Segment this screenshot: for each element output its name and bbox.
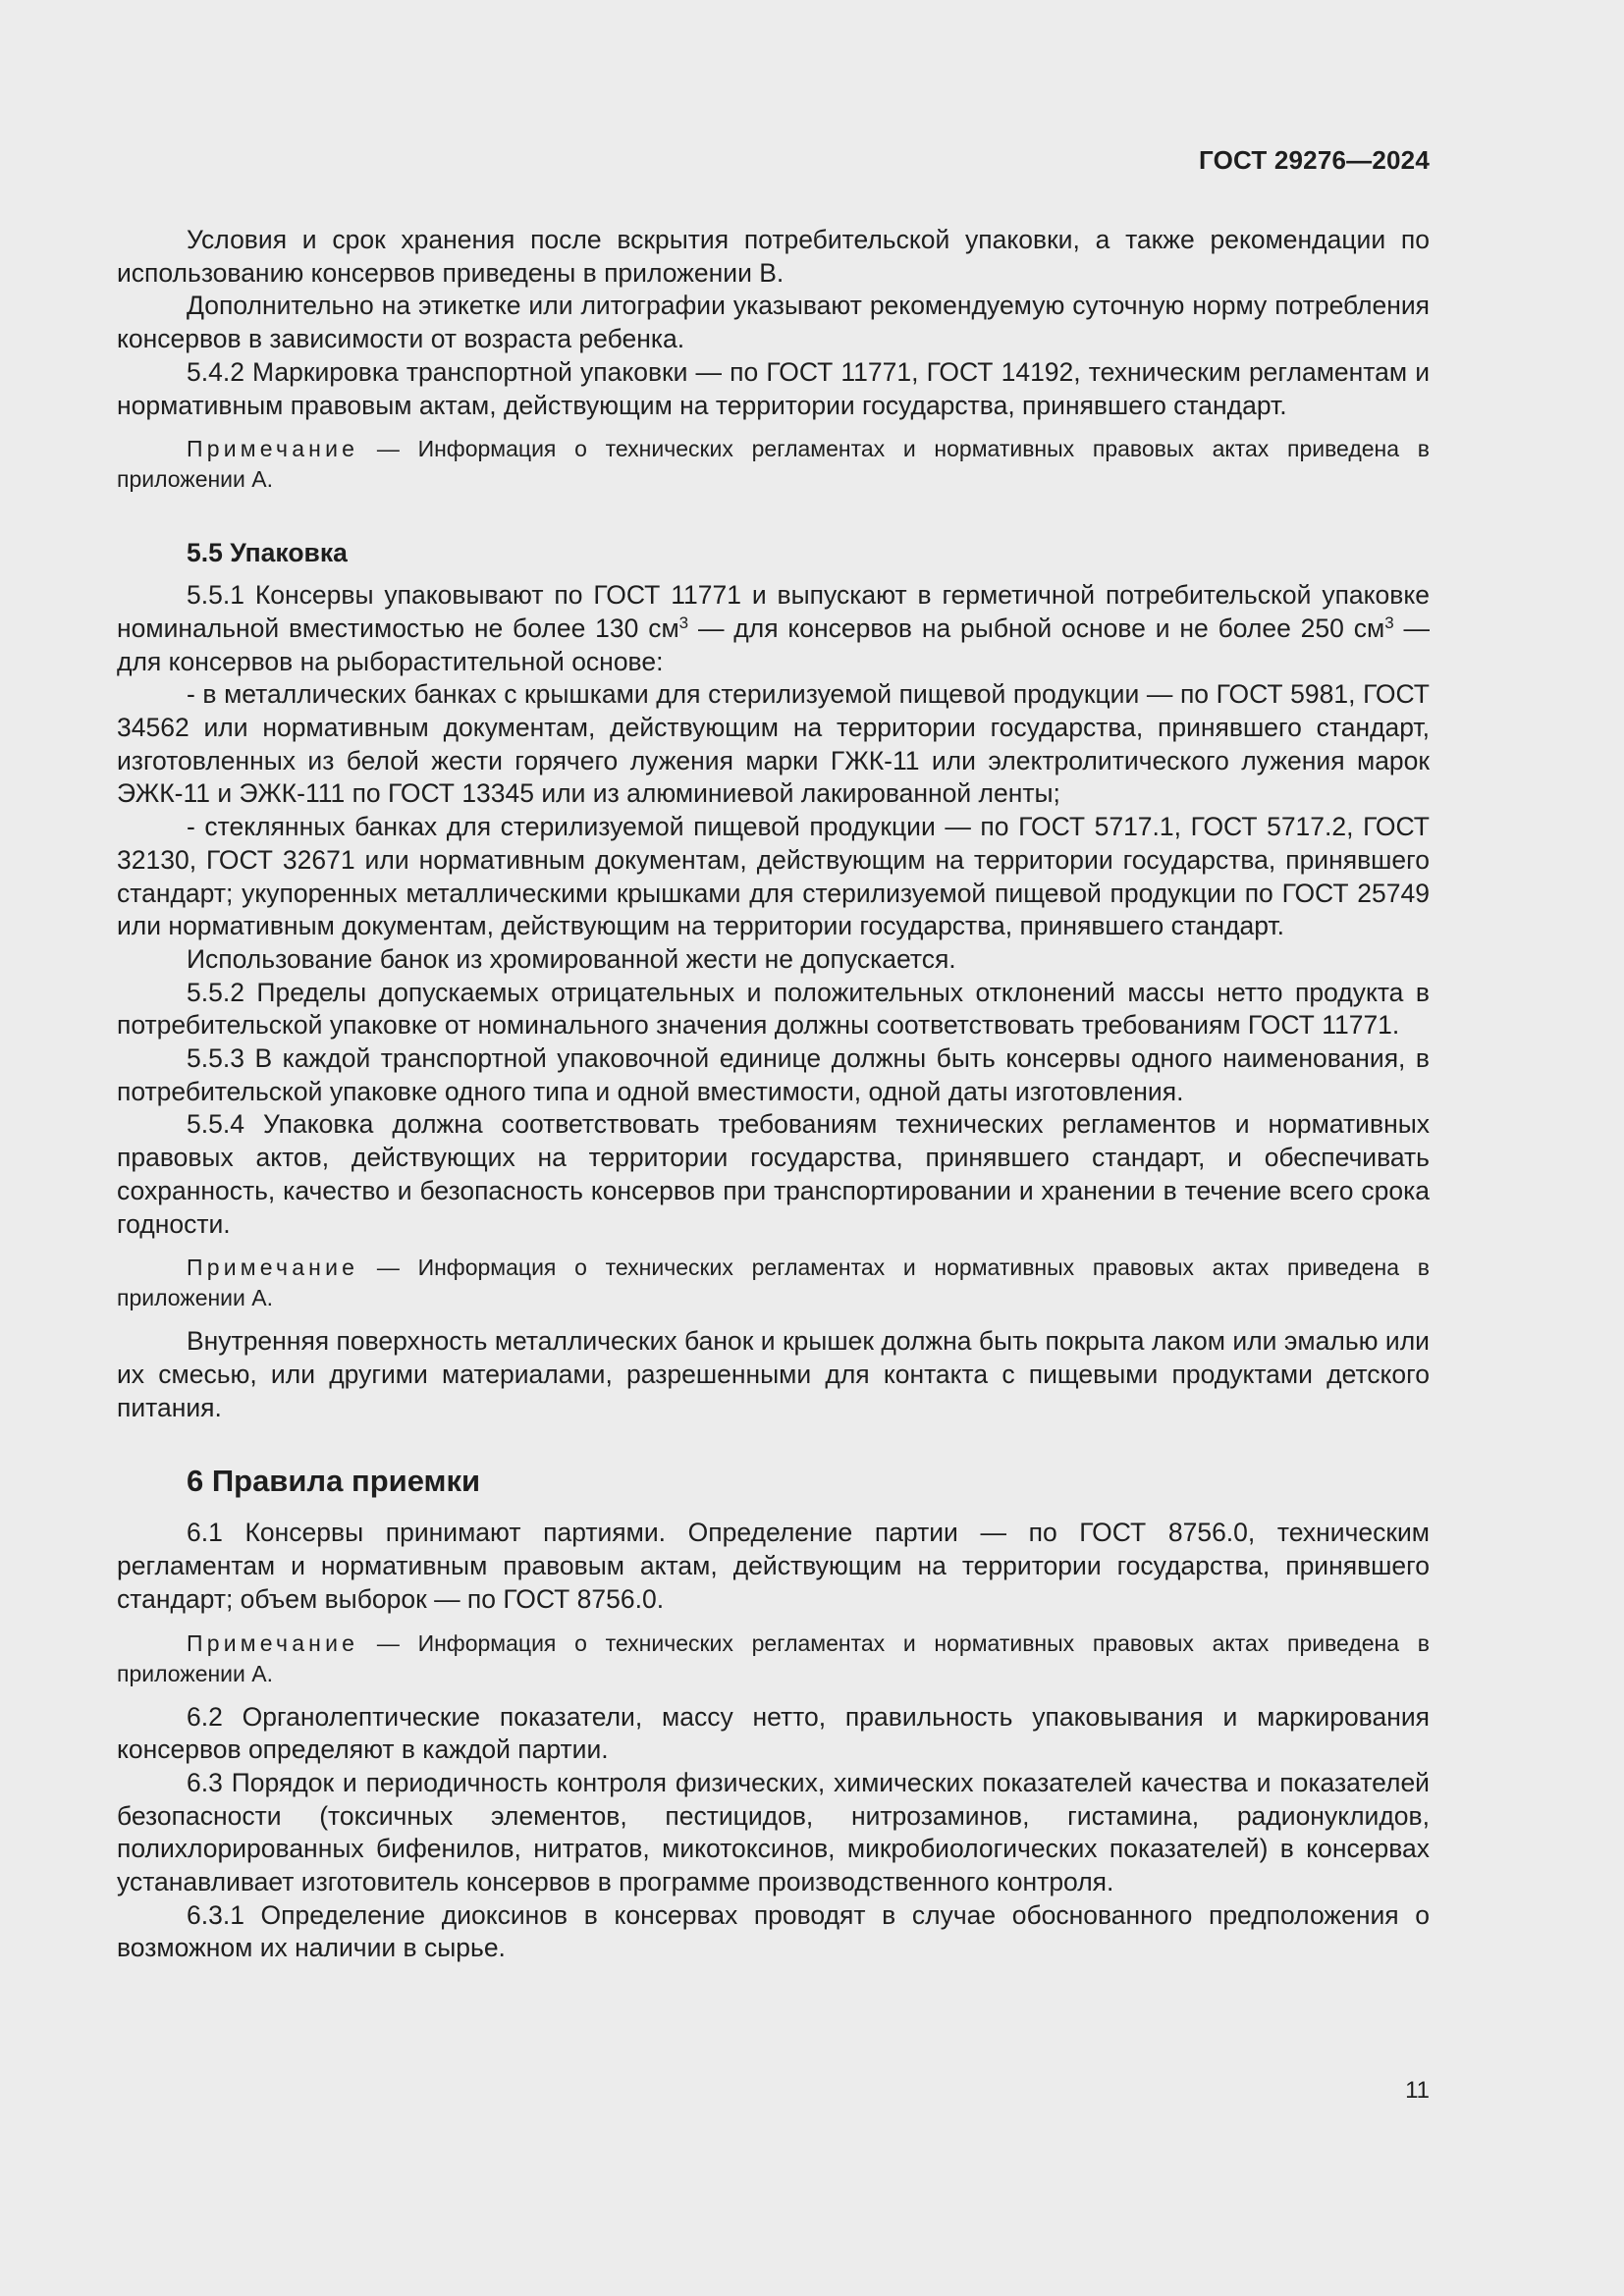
paragraph-inner-surface: Внутренняя поверхность металлических банок и крышек должна быть покрыта лаком или эмалью или их смесью, или другими материалами, разрешенными для контакта с пищевыми продуктами детского питания. (117, 1326, 1430, 1422)
paragraph-6-2: 6.2 Органолептические показатели, массу нетто, правильность упаковывания и маркирования консервов определяют в каждой партии. (117, 1701, 1430, 1765)
section-heading-5-5: 5.5 Упаковка (187, 538, 348, 568)
note-text: — Информация о технических регламентах и нормативных правовых актах приведена в приложении А. (117, 436, 1430, 493)
paragraph-5-5-3: 5.5.3 В каждой транспортной упаковочной единице должны быть консервы одного наименования, в потребительской упаковке одного типа и одной вместимости, одной даты изготовления. (117, 1043, 1430, 1106)
note-label: Примечание (187, 1629, 359, 1656)
paragraph-6-3: 6.3 Порядок и периодичность контроля физических, химических показателей качества и показателей безопасности (токсичных элементов, пестицидов, нитрозаминов, гистамина, радионуклидов, полихлорированных бифенилов, нитратов, микотоксинов, микробиологических показателей) в консервах устанавливает изготовитель консервов в программе производственного контроля. (117, 1767, 1430, 1897)
document-body (117, 224, 1430, 1965)
note-3 (117, 1629, 1430, 1689)
page-number: 11 (1405, 2077, 1430, 2104)
note-text: — Информация о технических регламентах и нормативных правовых актах приведена в приложении А. (117, 1629, 1430, 1686)
list-item-metal-cans: - в металлических банках с крышками для стерилизуемой пищевой продукции — по ГОСТ 5981, ГОСТ 34562 или нормативным документам, действующим на территории государства, принявшего стандарт, изготовленных из белой жести горячего лужения марки ГЖК-11 или электролитического лужения марок ЭЖК-11 и ЭЖК-111 по ГОСТ 13345 или из алюминиевой лакированной ленты; (117, 679, 1430, 809)
paragraph-6-1: 6.1 Консервы принимают партиями. Определение партии — по ГОСТ 8756.0, техническим регламентам и нормативным правовым актам, действующим на территории государства, принявшего стандарт; объем выборок — по ГОСТ 8756.0. (117, 1518, 1430, 1614)
paragraph-6-3-1: 6.3.1 Определение диоксинов в консервах проводят в случае обоснованного предположения о возможном их наличии в сырье. (117, 1899, 1430, 1963)
list-item-glass-jars: - стеклянных банках для стерилизуемой пищевой продукции — по ГОСТ 5717.1, ГОСТ 5717.2, ГОСТ 32130, ГОСТ 32671 или нормативным документам, действующим на территории государства, принявшего стандарт; укупоренных металлическими крышками для стерилизуемой пищевой продукции по ГОСТ 25749 или нормативным документам, действующим на территории государства, принявшего стандарт. (117, 812, 1430, 941)
paragraph-5-5-2: 5.5.2 Пределы допускаемых отрицательных и положительных отклонений массы нетто продукта в потребительской упаковке от номинального значения должны соответствовать требованиям ГОСТ 11771. (117, 977, 1430, 1041)
paragraph-5-4-2: 5.4.2 Маркировка транспортной упаковки — по ГОСТ 11771, ГОСТ 14192, техническим регламентам и нормативным правовым актам, действующим на территории государства, принявшего стандарт. (117, 356, 1430, 420)
note-text: — Информация о технических регламентах и нормативных правовых актах приведена в приложении А. (117, 1255, 1430, 1311)
note-label: Примечание (187, 1255, 359, 1281)
paragraph-chrome-tin: Использование банок из хромированной жести не допускается. (187, 943, 956, 974)
paragraph-5-5-1: 5.5.1 Консервы упаковывают по ГОСТ 11771 и выпускают в герметичной потребительской упаковке номинальной вместимостью не более 130 $см^3$ — для консервов на рыбной основе и не более 250 $см^3$ — для консервов на рыборастительной основе: (117, 580, 1430, 676)
paragraph-storage-conditions: Условия и срок хранения после вскрытия потребительской упаковки, а также рекомендации по использованию консервов приведены в приложении В. (117, 225, 1430, 288)
note-label: Примечание (187, 436, 359, 462)
paragraph-5-5-4: 5.5.4 Упаковка должна соответствовать требованиям технических регламентов и нормативных правовых актов, действующих на территории государства, принявшего стандарт, и обеспечивать сохранность, качество и безопасность консервов при транспортировании и хранении в течение всего срока годности. (117, 1109, 1430, 1239)
section-heading-6: 6 Правила приемки (187, 1464, 481, 1499)
paragraph-daily-norm: Дополнительно на этикетке или литографии указывают рекомендуемую суточную норму потребления консервов в зависимости от возраста ребенка. (117, 291, 1430, 354)
note-2 (117, 1253, 1430, 1313)
note-1 (117, 434, 1430, 495)
document-header: ГОСТ 29276—2024 (1199, 145, 1430, 175)
